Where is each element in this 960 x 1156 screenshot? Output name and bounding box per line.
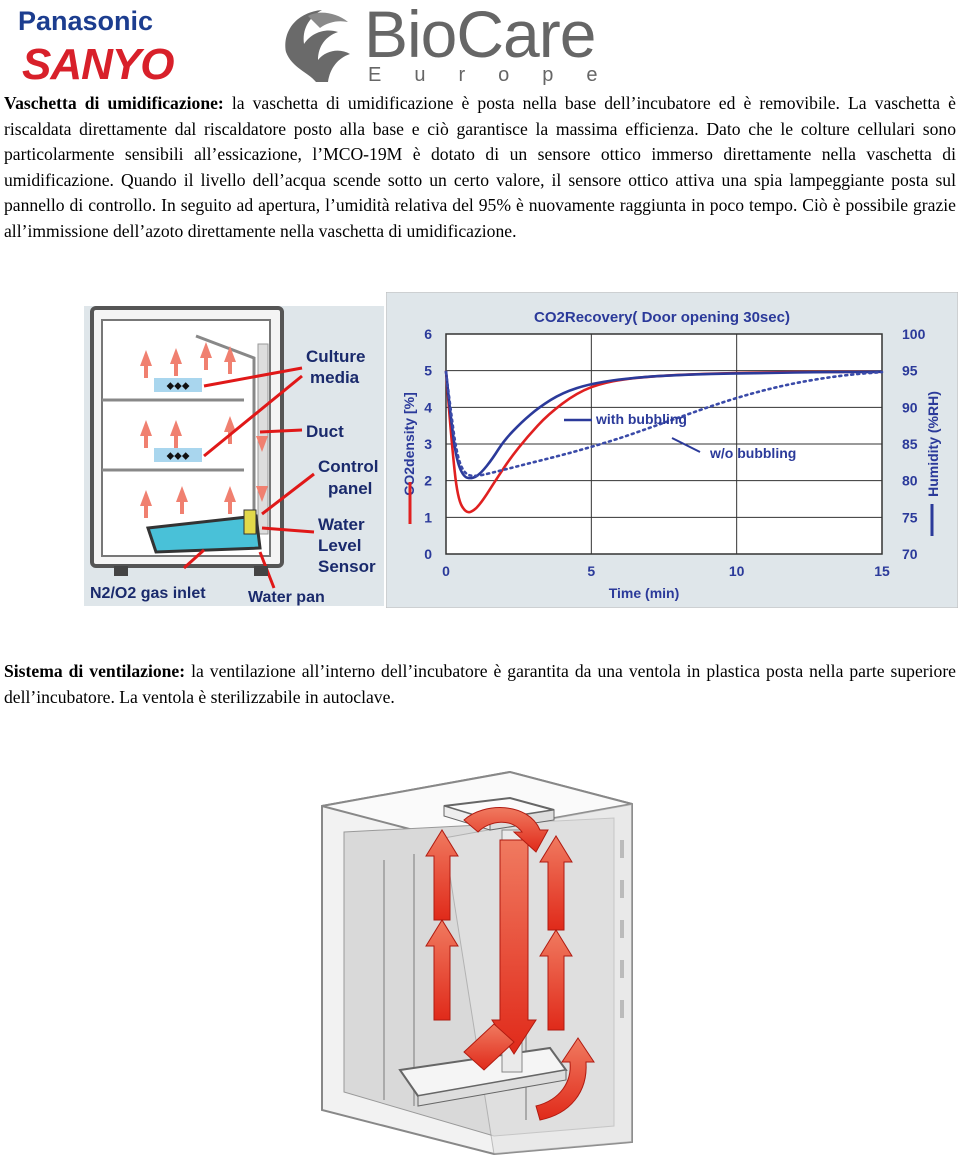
brand2-sub: Europe <box>368 64 631 86</box>
y-left-tick-label: 3 <box>424 436 432 452</box>
x-tick-label: 0 <box>442 563 450 579</box>
y-right-tick-label: 95 <box>902 362 918 379</box>
brand-top: Panasonic <box>18 6 154 36</box>
panasonic-sanyo-logo <box>18 6 208 88</box>
y-left-tick-label: 0 <box>424 546 432 562</box>
y-left-tick-label: 5 <box>424 362 432 379</box>
x-tick-label: 5 <box>587 563 596 579</box>
x-tick-label: 15 <box>874 563 890 579</box>
paragraph-title: Vaschetta di umidificazione: <box>4 93 224 113</box>
y-left-tick-label: 4 <box>424 399 432 416</box>
annotation-without-bubbling: w/o bubbling <box>710 445 797 461</box>
y-left-tick-label: 1 <box>424 509 432 526</box>
ventilation-airflow-diagram <box>314 770 634 1156</box>
label-control-panel: Control panel <box>318 457 379 498</box>
y-right-tick-label: 90 <box>902 399 918 416</box>
paragraph-ventilation <box>4 659 956 710</box>
y-right-tick-label: 80 <box>902 472 918 489</box>
bird-icon <box>278 6 364 86</box>
label-duct: Duct <box>306 422 344 441</box>
svg-text:⬥⬥⬥: ⬥⬥⬥ <box>166 380 190 392</box>
annotation-with-bubbling: with bubbling <box>596 411 687 427</box>
chart-title: CO2Recovery( Door opening 30sec) <box>534 309 790 326</box>
brand-bottom: SANYO <box>22 40 174 89</box>
label-water-pan: Water pan <box>248 589 325 606</box>
y-left-tick-label: 6 <box>424 326 432 342</box>
y-right-tick-label: 85 <box>902 436 918 452</box>
label-gas-inlet: N2/O2 gas inlet <box>90 585 206 602</box>
paragraph-title: Sistema di ventilazione: <box>4 661 186 681</box>
x-tick-label: 10 <box>728 563 745 579</box>
header <box>0 0 960 92</box>
x-axis-label: Time (min) <box>608 585 680 601</box>
y-right-label: Humidity (%RH) <box>925 391 941 497</box>
brand2-main: BioCare <box>364 0 596 71</box>
y-right-tick-label: 70 <box>902 546 918 562</box>
paragraph-body: la ventilazione all’interno dell’incubatore è garantita da una ventola in plastica posta nella parte superiore dell’incubatore. La ventola è sterilizzabile in autoclave. <box>4 661 956 707</box>
co2-recovery-chart <box>386 292 958 608</box>
incubator-humidity-diagram <box>84 306 384 606</box>
y-right-tick-label: 75 <box>902 509 918 526</box>
biocare-logo <box>278 0 631 90</box>
paragraph-humidification <box>4 91 956 245</box>
y-left-label: CO2density [%] <box>401 392 417 496</box>
svg-text:⬥⬥⬥: ⬥⬥⬥ <box>166 450 190 462</box>
label-water-level-sensor: Water Level Sensor <box>318 515 376 576</box>
label-culture-media: Culture media <box>306 347 366 387</box>
y-right-tick-label: 100 <box>902 326 926 342</box>
paragraph-body: la vaschetta di umidificazione è posta nella base dell’incubatore ed è removibile. La vaschetta è riscaldata direttamente dal riscaldatore posto alla base e ciò garantisce la massima efficienza. Dato che le colture cellulari sono particolarmente sensibili all’essicazione, l’MCO-19M è dotato di un sensore ottico immerso direttamente nella vaschetta di umidificazione. Quando il livello dell’acqua scende sotto un certo valore, il sensore ottico attiva una spia lampeggiante posta sul pannello di controllo. In seguito ad apertura, l’umidità relativa del 95% è nuovamente raggiunta in poco tempo. Ciò è possibile grazie all’immissione dell’azoto direttamente nella vaschetta di umidificazione. <box>4 93 956 241</box>
y-left-tick-label: 2 <box>424 472 432 489</box>
